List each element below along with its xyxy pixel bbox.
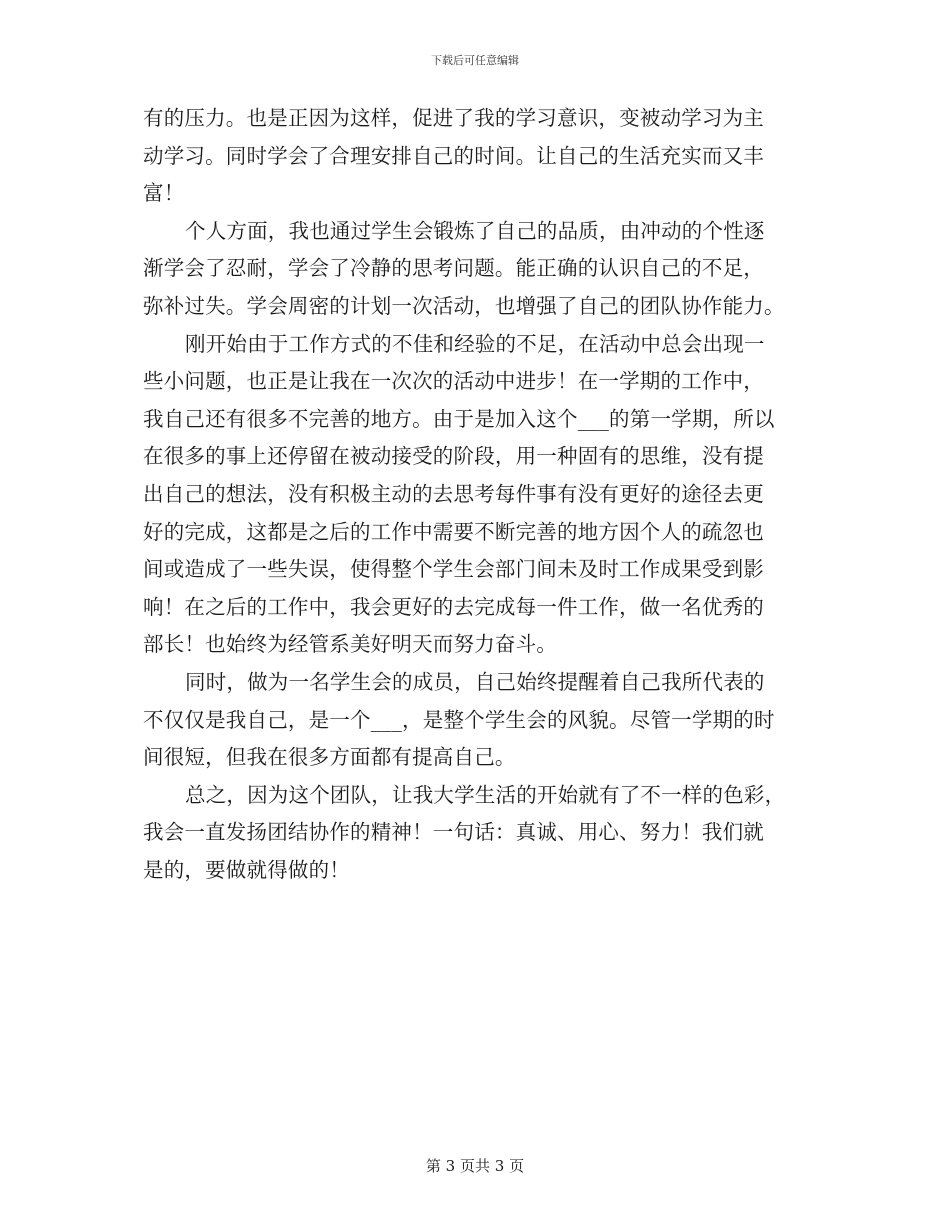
text-line: 好的完成，这都是之后的工作中需要不断完善的地方因个人的疏忽也 xyxy=(143,519,764,544)
text-line: 同时，做为一名学生会的成员，自己始终提醒着自己我所代表的 xyxy=(185,669,765,694)
text-line: 富！ xyxy=(143,181,185,206)
text-line: 不仅仅是我自己，是一个___，是整个学生会的风貌。尽管一学期的时 xyxy=(143,707,775,732)
text-line: 间或造成了一些失误，使得整个学生会部门间未及时工作成果受到影 xyxy=(143,557,764,582)
text-line: 刚开始由于工作方式的不佳和经验的不足，在活动中总会出现一 xyxy=(185,331,765,356)
paragraph xyxy=(143,664,807,777)
text-line: 部长！也始终为经管系美好明天而努力奋斗。 xyxy=(143,632,557,657)
text-line: 总之，因为这个团队，让我大学生活的开始就有了不一样的色彩， xyxy=(185,782,786,807)
text-line: 弥补过失。学会周密的计划一次活动，也增强了自己的团队协作能力。 xyxy=(143,293,785,318)
text-line: 个人方面，我也通过学生会锻炼了自己的品质，由冲动的个性逐 xyxy=(185,218,765,243)
text-line: 响！在之后的工作中，我会更好的去完成每一件工作，做一名优秀的 xyxy=(143,594,764,619)
paragraph xyxy=(143,100,807,213)
text-line: 是的，要做就得做的！ xyxy=(143,857,350,882)
page-footer: 第 3 页共 3 页 xyxy=(425,1157,525,1175)
paragraph xyxy=(143,326,807,664)
text-line: 在很多的事上还停留在被动接受的阶段，用一种固有的思维，没有提 xyxy=(143,444,764,469)
page-header: 下载后可任意编辑 xyxy=(431,54,519,67)
text-line: 动学习。同时学会了合理安排自己的时间。让自己的生活充实而又丰 xyxy=(143,143,764,168)
text-line: 出自己的想法，没有积极主动的去思考每件事有没有更好的途径去更 xyxy=(143,481,764,506)
text-line: 我会一直发扬团结协作的精神！一句话：真诚、用心、努力！我们就 xyxy=(143,820,764,845)
text-line: 些小问题，也正是让我在一次次的活动中进步！在一学期的工作中， xyxy=(143,369,764,394)
document-body xyxy=(143,100,807,889)
paragraph xyxy=(143,213,807,326)
text-line: 我自己还有很多不完善的地方。由于是加入这个___的第一学期，所以 xyxy=(143,406,775,431)
text-line: 间很短，但我在很多方面都有提高自己。 xyxy=(143,745,516,770)
text-line: 有的压力。也是正因为这样，促进了我的学习意识，变被动学习为主 xyxy=(143,106,764,130)
paragraph xyxy=(143,777,807,890)
text-line: 渐学会了忍耐，学会了冷静的思考问题。能正确的认识自己的不足， xyxy=(143,256,764,281)
